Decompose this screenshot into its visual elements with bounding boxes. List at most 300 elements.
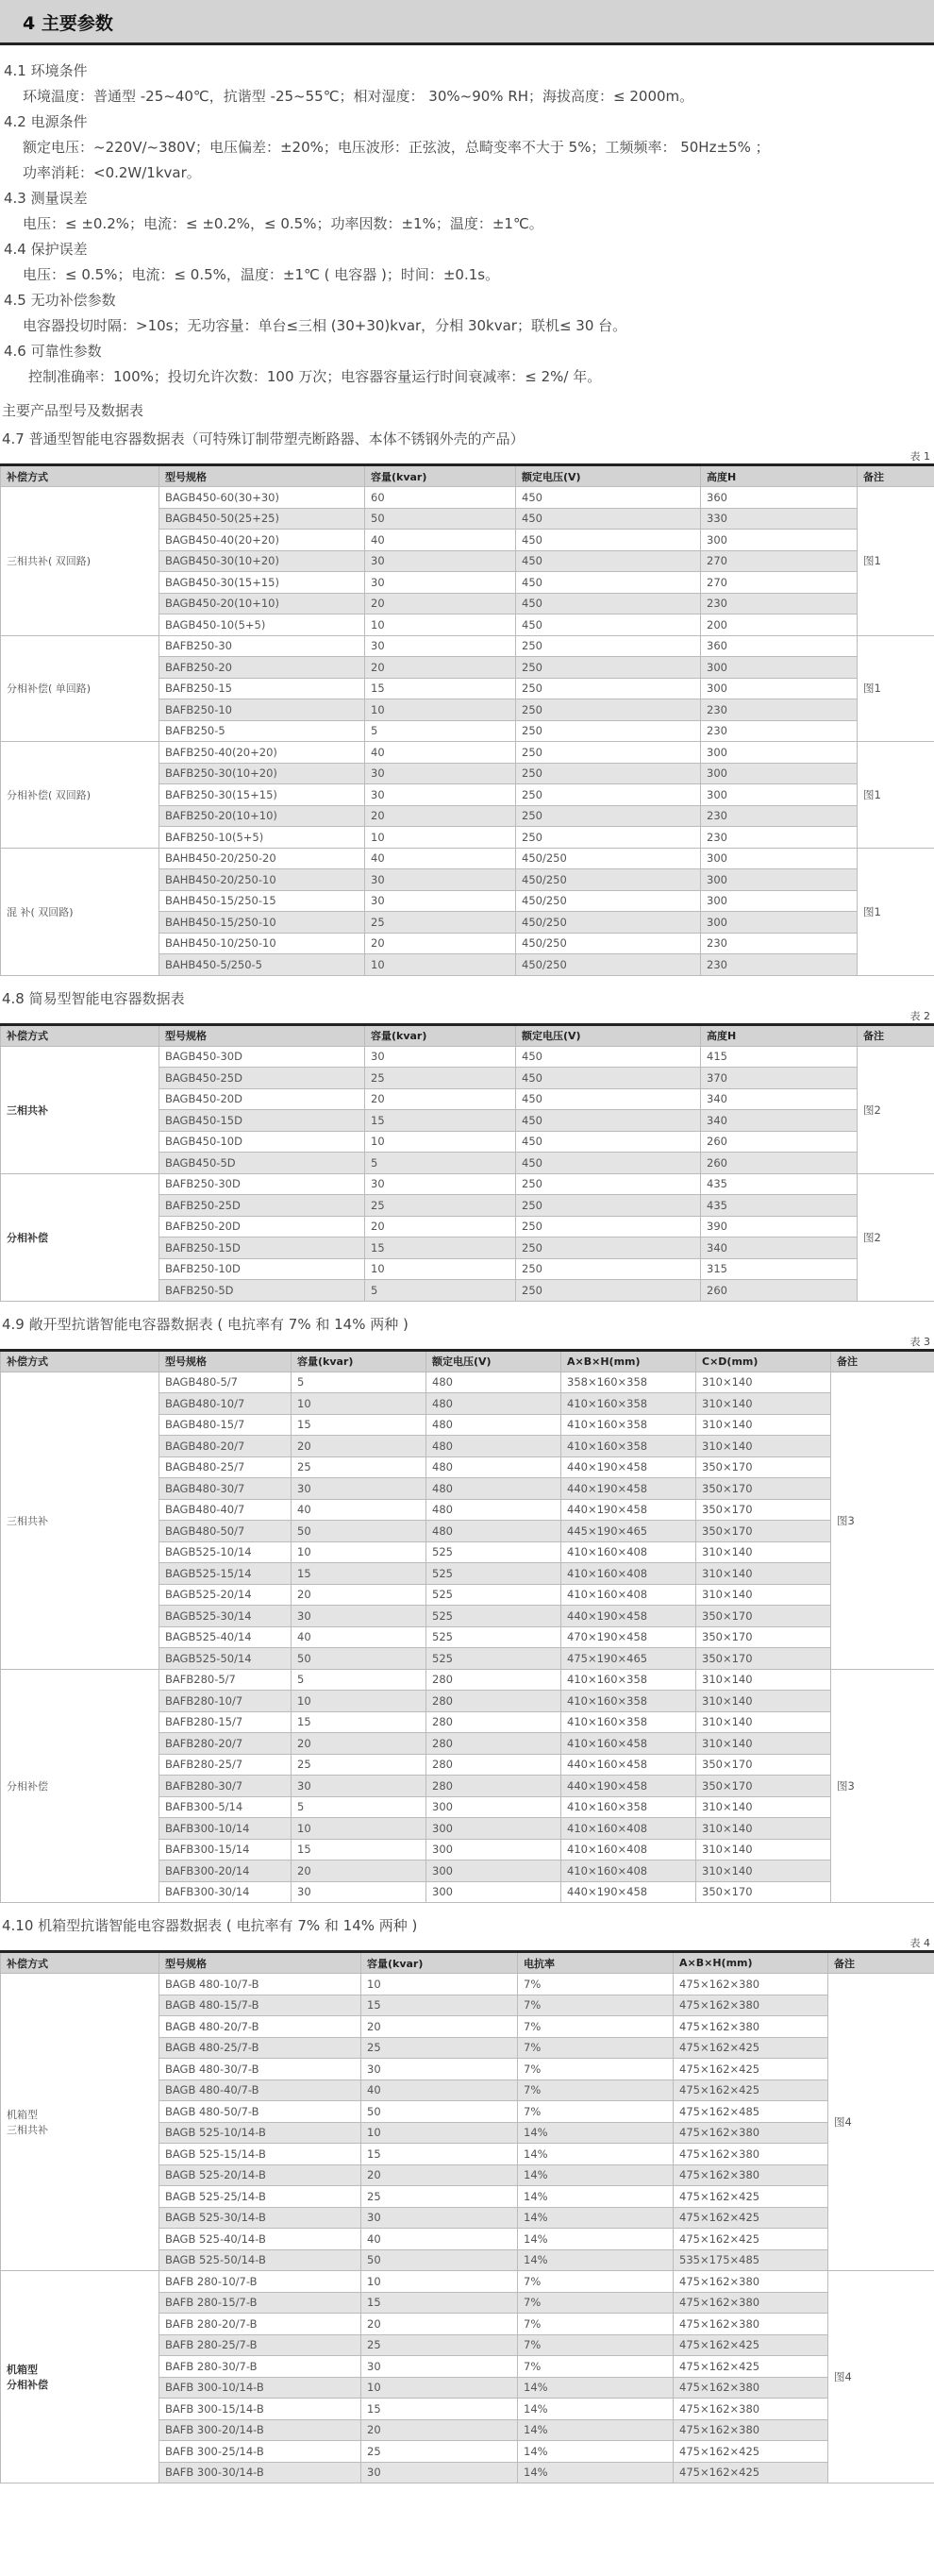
table-cell: 350×170	[696, 1499, 831, 1521]
table-cell: 310×140	[696, 1584, 831, 1606]
table-cell: 25	[365, 1195, 516, 1217]
spec-heading: 4.4 保护误差	[4, 241, 88, 258]
table-cell: BAGB450-30(10+20)	[159, 550, 365, 572]
table-cell: 30	[365, 550, 516, 572]
table-cell: 250	[516, 827, 701, 849]
table-cell: 25	[361, 2186, 518, 2208]
column-header: 型号规格	[159, 1024, 365, 1046]
table-cell: BAGB 525-15/14-B	[159, 2144, 361, 2165]
table-cell: 30	[361, 2059, 518, 2080]
table-cell: 525	[426, 1563, 561, 1585]
table-cell: BAGB450-10D	[159, 1131, 365, 1153]
table-cell: BAGB 480-10/7-B	[159, 1974, 361, 1995]
table-cell: 310×140	[696, 1839, 831, 1860]
table-cell: 410×160×408	[561, 1839, 696, 1860]
data-table	[0, 1950, 934, 2483]
table-cell: 475×162×380	[674, 2122, 828, 2144]
table-cell: BAHB450-20/250-10	[159, 869, 365, 891]
table-cell: BAFB280-5/7	[159, 1669, 292, 1691]
table-cell: 525	[426, 1606, 561, 1627]
table-cell: 5	[365, 1153, 516, 1174]
table-cell: BAGB525-15/14	[159, 1563, 292, 1585]
table-cell: 20	[361, 2016, 518, 2038]
table-cell: 25	[361, 2334, 518, 2356]
table-cell: 475×162×425	[674, 2059, 828, 2080]
table-cell: 25	[292, 1456, 426, 1478]
table-cell: 20	[365, 593, 516, 615]
table-number: 表 2	[909, 1009, 930, 1022]
table-cell: 480	[426, 1521, 561, 1542]
table-cell: BAGB450-50(25+25)	[159, 508, 365, 530]
table-cell: 340	[701, 1088, 858, 1110]
table-cell: 250	[516, 742, 701, 764]
table-cell: 15	[361, 2292, 518, 2314]
column-header: 补偿方式	[1, 1350, 159, 1372]
table-cell: BAFB 300-30/14-B	[159, 2462, 361, 2483]
table-cell: 310×140	[696, 1563, 831, 1585]
table-cell: 200	[701, 615, 858, 636]
table-cell: 5	[292, 1669, 426, 1691]
table-cell: 300	[701, 763, 858, 784]
column-header: 备注	[858, 465, 934, 487]
table-cell: 14%	[518, 2419, 674, 2441]
table-cell: 350×170	[696, 1648, 831, 1670]
table-cell: 20	[292, 1436, 426, 1457]
table-cell: 14%	[518, 2441, 674, 2463]
table-cell: 475×162×425	[674, 2079, 828, 2101]
table-cell: 30	[361, 2207, 518, 2229]
table-cell: 450	[516, 550, 701, 572]
table-cell: 30	[292, 1881, 426, 1903]
table-cell: 480	[426, 1393, 561, 1415]
table-cell: 310×140	[696, 1541, 831, 1563]
table-cell: 370	[701, 1068, 858, 1089]
table-cell: BAGB480-20/7	[159, 1436, 292, 1457]
table-cell: 25	[361, 2037, 518, 2059]
table-cell: 7%	[518, 2334, 674, 2356]
spec-line: 功率消耗：<0.2W/1kvar。	[23, 164, 201, 181]
table-cell: 15	[361, 1995, 518, 2016]
table-cell: 475×162×425	[674, 2037, 828, 2059]
table-cell: 20	[365, 1216, 516, 1237]
group-label: 混 补( 双回路)	[1, 848, 159, 975]
table-cell: 410×160×358	[561, 1669, 696, 1691]
table-cell: 7%	[518, 2037, 674, 2059]
table-cell: 475×162×380	[674, 2016, 828, 2038]
table-cell: 350×170	[696, 1626, 831, 1648]
table-cell: 390	[701, 1216, 858, 1237]
table-cell: 525	[426, 1648, 561, 1670]
group-label: 分相补偿( 双回路)	[1, 742, 159, 849]
spec-line: 环境温度：普通型 -25~40℃，抗谐型 -25~55℃；相对湿度： 30%~90% RH；海拔高度：≤ 2000m。	[23, 88, 694, 105]
table-cell: 20	[361, 2164, 518, 2186]
spec-line: 电容器投切时隔：>10s；无功容量：单台≤三相 (30+30)kvar，分相 30kvar；联机≤ 30 台。	[23, 317, 627, 334]
table-cell: BAGB 525-40/14-B	[159, 2229, 361, 2250]
table-cell: 5	[365, 720, 516, 742]
table-cell: 5	[365, 1280, 516, 1302]
column-header: 补偿方式	[1, 465, 159, 487]
table-cell: 415	[701, 1046, 858, 1068]
table-cell: 475×162×380	[674, 2164, 828, 2186]
table-cell: 310×140	[696, 1414, 831, 1436]
table-cell: 270	[701, 550, 858, 572]
table-cell: BAFB250-10D	[159, 1258, 365, 1280]
table-cell: 300	[701, 678, 858, 699]
column-header: 容量(kvar)	[365, 465, 516, 487]
table-cell: 410×160×408	[561, 1584, 696, 1606]
table-cell: 310×140	[696, 1733, 831, 1755]
table-cell: 30	[361, 2356, 518, 2378]
table-number: 表 3	[909, 1335, 930, 1348]
table-cell: 20	[361, 2314, 518, 2335]
table-cell: 10	[365, 827, 516, 849]
table-cell: 450	[516, 508, 701, 530]
table-cell: BAGB480-5/7	[159, 1372, 292, 1393]
table-cell: 250	[516, 1216, 701, 1237]
column-header: 额定电压(V)	[516, 465, 701, 487]
table-cell: BAFB300-30/14	[159, 1881, 292, 1903]
table-cell: 250	[516, 1195, 701, 1217]
table-cell: BAGB450-10(5+5)	[159, 615, 365, 636]
table-cell: 20	[292, 1860, 426, 1882]
column-header: 高度H	[701, 1024, 858, 1046]
table-cell: BAFB250-15D	[159, 1237, 365, 1259]
table-cell: 450	[516, 1088, 701, 1110]
table-cell: 20	[365, 933, 516, 954]
table-cell: BAGB450-30D	[159, 1046, 365, 1068]
table-cell: 30	[365, 572, 516, 594]
spec-line: 电压：≤ ±0.2%；电流：≤ ±0.2%，≤ 0.5%；功率因数：±1%；温度：±1℃。	[23, 215, 543, 232]
table-title: 4.10 机箱型抗谐智能电容器数据表 ( 电抗率有 7% 和 14% 两种 )	[2, 1917, 418, 1934]
group-label: 三相共补	[1, 1046, 159, 1173]
table-cell: 360	[701, 487, 858, 509]
table-cell: 340	[701, 1110, 858, 1132]
table-cell: 410×160×358	[561, 1691, 696, 1712]
table-cell: 410×160×358	[561, 1436, 696, 1457]
table-cell: 14%	[518, 2462, 674, 2483]
table-cell: BAFB300-10/14	[159, 1818, 292, 1840]
table-cell: 450	[516, 1046, 701, 1068]
table-cell: 475×162×425	[674, 2186, 828, 2208]
table-cell: 480	[426, 1499, 561, 1521]
table-cell: BAFB250-10(5+5)	[159, 827, 365, 849]
table-cell: 40	[365, 530, 516, 551]
table-cell: BAFB280-25/7	[159, 1754, 292, 1776]
table-cell: 14%	[518, 2399, 674, 2420]
table-cell: 10	[365, 1131, 516, 1153]
table-cell: 250	[516, 720, 701, 742]
table-cell: 25	[365, 1068, 516, 1089]
table-cell: 15	[292, 1711, 426, 1733]
spec-line: 控制准确率：100%；投切允许次数：100 万次；电容器容量运行时间衰减率：≤ 2%/ 年。	[28, 368, 602, 385]
table-cell: 475×162×380	[674, 2144, 828, 2165]
table-cell: 525	[426, 1626, 561, 1648]
spec-heading: 4.2 电源条件	[4, 113, 88, 130]
table-cell: 475×162×425	[674, 2356, 828, 2378]
table-cell: 10	[292, 1818, 426, 1840]
table-cell: 300	[426, 1839, 561, 1860]
products-subheading: 主要产品型号及数据表	[2, 402, 144, 419]
table-cell: 475×162×485	[674, 2101, 828, 2123]
spec-line: 额定电压：~220V/~380V；电压偏差：±20%；电压波形：正弦波，总畸变率不大于 5%；工频频率： 50Hz±5% ；	[23, 139, 770, 156]
table-cell: BAGB450-20D	[159, 1088, 365, 1110]
table-cell: 410×160×358	[561, 1711, 696, 1733]
table-cell: 300	[426, 1796, 561, 1818]
section-header: 4 主要参数	[0, 0, 934, 45]
table-cell: 14%	[518, 2207, 674, 2229]
table-cell: 260	[701, 1153, 858, 1174]
table-cell: 310×140	[696, 1691, 831, 1712]
table-cell: BAFB 300-25/14-B	[159, 2441, 361, 2463]
table-cell: BAGB480-50/7	[159, 1521, 292, 1542]
table-cell: 15	[292, 1839, 426, 1860]
table-cell: 410×160×458	[561, 1733, 696, 1755]
table-cell: BAHB450-20/250-20	[159, 848, 365, 869]
table-cell: 440×190×458	[561, 1881, 696, 1903]
table-cell: 30	[292, 1776, 426, 1797]
table-cell: 250	[516, 1237, 701, 1259]
table-cell: BAFB250-20	[159, 657, 365, 679]
table-cell: 280	[426, 1754, 561, 1776]
table-cell: 20	[365, 805, 516, 827]
table-cell: 30	[365, 869, 516, 891]
table-cell: 480	[426, 1414, 561, 1436]
table-cell: BAGB 525-20/14-B	[159, 2164, 361, 2186]
column-header: 补偿方式	[1, 1952, 159, 1974]
table-cell: 300	[701, 530, 858, 551]
table-cell: 20	[365, 1088, 516, 1110]
table-cell: 280	[426, 1711, 561, 1733]
table-cell: 350×170	[696, 1754, 831, 1776]
table-cell: 40	[365, 848, 516, 869]
table-cell: 230	[701, 593, 858, 615]
table-cell: 7%	[518, 2356, 674, 2378]
table-cell: BAFB280-10/7	[159, 1691, 292, 1712]
table-cell: 410×160×358	[561, 1414, 696, 1436]
table-cell: BAGB 525-10/14-B	[159, 2122, 361, 2144]
table-cell: BAGB525-40/14	[159, 1626, 292, 1648]
table-cell: BAFB250-10	[159, 699, 365, 721]
table-cell: 15	[361, 2399, 518, 2420]
table-cell: 450/250	[516, 912, 701, 934]
table-cell: BAGB 480-50/7-B	[159, 2101, 361, 2123]
table-title: 4.7 普通型智能电容器数据表（可特殊订制带塑壳断路器、本体不锈钢外壳的产品）	[2, 430, 525, 447]
table-cell: 350×170	[696, 1478, 831, 1500]
table-cell: 250	[516, 805, 701, 827]
figure-note: 图2	[858, 1046, 934, 1173]
table-cell: 350×170	[696, 1881, 831, 1903]
column-header: 容量(kvar)	[365, 1024, 516, 1046]
table-cell: BAGB 480-20/7-B	[159, 2016, 361, 2038]
column-header: 高度H	[701, 465, 858, 487]
table-cell: 10	[365, 954, 516, 976]
table-cell: 450/250	[516, 954, 701, 976]
table-cell: 10	[361, 2377, 518, 2399]
figure-note: 图1	[858, 487, 934, 636]
table-row	[1, 1372, 934, 1393]
table-cell: 450/250	[516, 933, 701, 954]
table-cell: BAFB250-5D	[159, 1280, 365, 1302]
table-cell: BAGB 525-25/14-B	[159, 2186, 361, 2208]
table-cell: 14%	[518, 2249, 674, 2271]
table-title: 4.9 敞开型抗谐智能电容器数据表 ( 电抗率有 7% 和 14% 两种 )	[2, 1315, 409, 1333]
table-cell: 300	[701, 912, 858, 934]
table-cell: BAHB450-15/250-15	[159, 890, 365, 912]
table-cell: 410×160×358	[561, 1393, 696, 1415]
table-cell: 30	[361, 2462, 518, 2483]
table-cell: 15	[365, 1237, 516, 1259]
table-cell: 30	[365, 1046, 516, 1068]
table-cell: 310×140	[696, 1860, 831, 1882]
table-row	[1, 1173, 934, 1195]
table-cell: 10	[365, 699, 516, 721]
table-cell: 10	[292, 1541, 426, 1563]
table-cell: BAGB 480-40/7-B	[159, 2079, 361, 2101]
table-cell: BAGB525-20/14	[159, 1584, 292, 1606]
table-cell: 435	[701, 1195, 858, 1217]
table-cell: 480	[426, 1372, 561, 1393]
table-cell: BAGB450-20(10+10)	[159, 593, 365, 615]
table-cell: 10	[292, 1691, 426, 1712]
table-cell: 5	[292, 1796, 426, 1818]
column-header: 额定电压(V)	[516, 1024, 701, 1046]
table-cell: 230	[701, 720, 858, 742]
table-cell: 450	[516, 1110, 701, 1132]
table-cell: BAGB480-15/7	[159, 1414, 292, 1436]
table-cell: 280	[426, 1733, 561, 1755]
table-cell: 310×140	[696, 1669, 831, 1691]
table-cell: BAFB 300-15/14-B	[159, 2399, 361, 2420]
table-cell: 310×140	[696, 1796, 831, 1818]
table-cell: 300	[701, 742, 858, 764]
table-cell: BAGB 525-50/14-B	[159, 2249, 361, 2271]
table-cell: 350×170	[696, 1606, 831, 1627]
table-cell: 40	[361, 2079, 518, 2101]
table-cell: 475×162×380	[674, 2419, 828, 2441]
table-cell: 250	[516, 635, 701, 657]
table-cell: 30	[292, 1478, 426, 1500]
table-cell: 470×190×458	[561, 1626, 696, 1648]
table-cell: BAGB 480-30/7-B	[159, 2059, 361, 2080]
table-cell: 480	[426, 1456, 561, 1478]
table-cell: 358×160×358	[561, 1372, 696, 1393]
column-header: 补偿方式	[1, 1024, 159, 1046]
data-tables	[0, 428, 934, 2483]
table-cell: 440×160×458	[561, 1754, 696, 1776]
table-cell: 410×160×408	[561, 1860, 696, 1882]
table-title: 4.8 简易型智能电容器数据表	[2, 989, 185, 1007]
table-cell: 450	[516, 593, 701, 615]
table-cell: 15	[361, 2144, 518, 2165]
table-cell: 440×190×458	[561, 1776, 696, 1797]
table-cell: 230	[701, 805, 858, 827]
table-cell: 25	[361, 2441, 518, 2463]
spec-line: 电压：≤ 0.5%；电流：≤ 0.5%，温度：±1℃ ( 电容器 )；时间：±0.1s。	[23, 266, 500, 283]
table-cell: 50	[292, 1648, 426, 1670]
table-cell: 310×140	[696, 1711, 831, 1733]
table-cell: 30	[365, 890, 516, 912]
table-cell: 250	[516, 763, 701, 784]
table-cell: 230	[701, 699, 858, 721]
table-cell: 280	[426, 1691, 561, 1712]
table-cell: 440×190×458	[561, 1499, 696, 1521]
table-cell: 535×175×485	[674, 2249, 828, 2271]
table-cell: 30	[365, 1173, 516, 1195]
table-cell: 50	[361, 2249, 518, 2271]
table-cell: 50	[361, 2101, 518, 2123]
table-cell: 475×162×380	[674, 2377, 828, 2399]
table-cell: 250	[516, 678, 701, 699]
figure-note: 图2	[858, 1173, 934, 1301]
table-cell: BAFB250-30D	[159, 1173, 365, 1195]
table-cell: 25	[292, 1754, 426, 1776]
table-cell: BAGB 480-15/7-B	[159, 1995, 361, 2016]
table-row	[1, 1046, 934, 1068]
table-cell: 250	[516, 1258, 701, 1280]
table-cell: 40	[292, 1626, 426, 1648]
table-cell: 315	[701, 1258, 858, 1280]
table-cell: 250	[516, 1280, 701, 1302]
table-cell: 7%	[518, 2314, 674, 2335]
column-header: 容量(kvar)	[292, 1350, 426, 1372]
table-cell: 330	[701, 508, 858, 530]
table-cell: 450/250	[516, 890, 701, 912]
table-cell: 7%	[518, 2101, 674, 2123]
table-row	[1, 487, 934, 509]
table-cell: 475×162×425	[674, 2229, 828, 2250]
table-cell: BAGB480-40/7	[159, 1499, 292, 1521]
figure-note: 图4	[828, 1974, 934, 2271]
table-cell: BAGB480-10/7	[159, 1393, 292, 1415]
table-cell: BAGB 525-30/14-B	[159, 2207, 361, 2229]
table-cell: BAFB250-20(10+10)	[159, 805, 365, 827]
table-cell: 440×190×458	[561, 1606, 696, 1627]
table-cell: BAFB 280-25/7-B	[159, 2334, 361, 2356]
table-cell: 15	[292, 1414, 426, 1436]
table-cell: 450	[516, 530, 701, 551]
table-cell: BAHB450-15/250-10	[159, 912, 365, 934]
group-label: 三相共补	[1, 1372, 159, 1669]
table-cell: 450	[516, 1153, 701, 1174]
table-cell: 40	[365, 742, 516, 764]
group-label: 分相补偿( 单回路)	[1, 635, 159, 742]
column-header: 额定电压(V)	[426, 1350, 561, 1372]
table-cell: 250	[516, 699, 701, 721]
table-cell: BAFB250-25D	[159, 1195, 365, 1217]
table-cell: 340	[701, 1237, 858, 1259]
table-cell: 475×162×425	[674, 2462, 828, 2483]
table-cell: 450/250	[516, 869, 701, 891]
table-cell: BAFB 300-20/14-B	[159, 2419, 361, 2441]
table-cell: 450	[516, 487, 701, 509]
table-cell: BAGB480-30/7	[159, 1478, 292, 1500]
table-cell: 475×190×465	[561, 1648, 696, 1670]
table-cell: 60	[365, 487, 516, 509]
table-cell: 50	[365, 508, 516, 530]
figure-note: 图3	[831, 1372, 934, 1669]
table-cell: 475×162×425	[674, 2441, 828, 2463]
table-cell: BAGB 480-25/7-B	[159, 2037, 361, 2059]
table-cell: BAFB300-20/14	[159, 1860, 292, 1882]
column-header: C×D(mm)	[696, 1350, 831, 1372]
table-cell: 10	[361, 2271, 518, 2293]
table-cell: 450	[516, 1131, 701, 1153]
table-cell: 30	[365, 635, 516, 657]
table-cell: BAHB450-10/250-10	[159, 933, 365, 954]
table-cell: BAFB 280-20/7-B	[159, 2314, 361, 2335]
table-cell: BAGB450-5D	[159, 1153, 365, 1174]
table-cell: 300	[701, 869, 858, 891]
